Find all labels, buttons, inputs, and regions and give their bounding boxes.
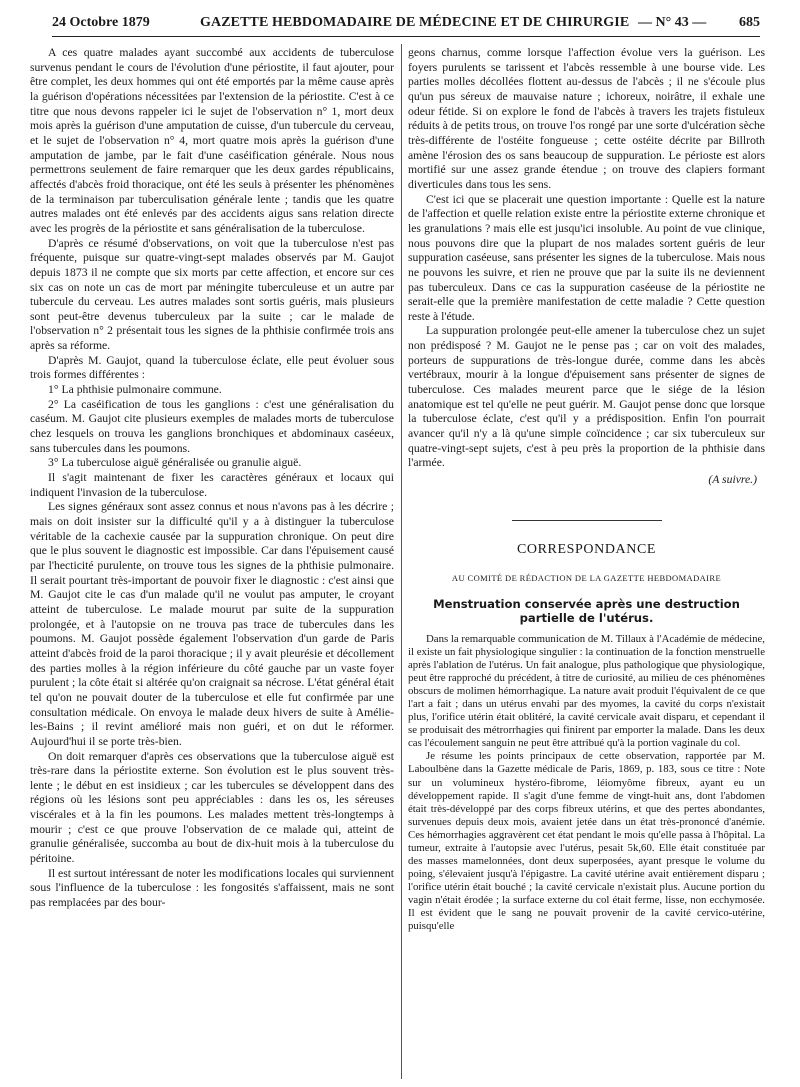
left-column — [30, 46, 394, 911]
journal-title: GAZETTE HEBDOMADAIRE DE MÉDECINE ET DE CHIRURGIE — [200, 15, 630, 30]
right-column — [408, 46, 765, 933]
paragraph: On doit remarquer d'après ces observations que la tuberculose aiguë est très-rare dans la périostite externe. Son évolution est le plus souvent très-lente ; le début en est insidieux ; car les tubercules se développent dans des régions où les lésions sont peu appréciables : dans les os, les séreuses viscérales et à la fin les poumons. Les malades mettent très-longtemps à mourir ; c'est ce que prouve l'observation de ce malade qui, atteint de granulie généralisée, succomba au bout de dix-huit mois à la tuberculose du péritoine. — [30, 749, 394, 866]
article-body — [408, 633, 765, 933]
paragraph: D'après ce résumé d'observations, on voit que la tuberculose n'est pas fréquente, puisque sur quatre-vingt-sept malades observés par M. Gaujot depuis 1873 il ne compte que six morts par cette affection, et encore sur ces six cas on note un cas de mort par méningite tuberculeuse et un autre par tubercule du cerveau. Les autres malades sont sortis guéris, mais plusieurs sont peut-être devenus tuberculeux par la suite ; car le malade de l'observation n° 2 présentait tous les signes de la phthisie confirmée trois ans après sa réforme. — [30, 236, 394, 353]
to-follow-note: (A suivre.) — [708, 473, 757, 487]
issue-date: 24 Octobre 1879 — [52, 15, 150, 30]
page-number: 685 — [739, 15, 760, 30]
paragraph: A ces quatre malades ayant succombé aux accidents de tuberculose survenus pendant le cours de l'évolution d'une périostite, il faut ajouter, pour être complet, les deux hommes qui ont été emportés par la même cause après la guérison d'opérations nécessitées par l'extension de la périostite. C'est à ce titre que nous devons rappeler ici le sujet de l'observation n° 1, mort deux mois après la guérison d'une amputation de cuisse, d'un tubercule du cerveau, et le sujet de l'observation n° 4, mort quatre mois après la guérison d'une amputation de jambe, par le fait d'une caséification générale. Nous nous permettrons seulement de faire remarquer que les deux gardes républicains, affectés d'abcès froid thoracique, ont été les seuls à présenter les phénomènes de la terminaison par tuberculisation générale lente ; tandis que les quatre autres malades ont été enlevés par des accidents aigus sans relation directe avec les progrès de la périostite et sans généralisation de la tuberculose. — [30, 46, 394, 235]
section-separator — [512, 520, 662, 521]
paragraph: geons charnus, comme lorsque l'affection évolue vers la guérison. Les foyers purulents se tarissent et l'abcès ressemble à une bourse vide. Les parties molles décollées flottent au-dessus de l'abcès ; il ne s'écoule plus qu'un pus séreux de mauvaise nature ; ichoreux, noirâtre, il exhale une odeur fétide. Si on explore le fond de l'abcès à travers les trajets fistuleux réduits à de petits trous, on trouve l'os rongé par une sorte d'ulcération sèche très-différente de l'ostéite fongueuse ; cette ostéite décrite par Billroth amène l'érosion des os sans beaucoup de suppuration. Le périoste est alors mortifié sur une assez grande étendue ; on trouve des clapiers formant diverticules dans tous les sens. — [408, 46, 765, 191]
list-item: 2° La caséification de tous les ganglions : c'est une généralisation du caséum. M. Gaujot cite plusieurs exemples de malades morts de tuberculose chez lesquels on trouva les ganglions bronchiques et abdominaux caséeux, sans tubercules dans les poumons. — [30, 397, 394, 455]
section-heading: CORRESPONDANCE — [516, 541, 657, 557]
paragraph: Les signes généraux sont assez connus et nous n'avons pas à les décrire ; mais on doit insister sur la difficulté qu'il y a à distinguer la tuberculose véritable de la cachexie causée par la suppuration chronique. On peut dire que le plus souvent le diagnostic est impossible. Car dans l'épuisement causé par l'hecticité purulente, on trouve tous les signes de la phthisie pulmonaire. Il serait pourtant très-important de pouvoir fixer le diagnostic : c'est ainsi que M. Gaujot cite le cas d'un malade qu'il ne voulut pas amputer, le croyant atteint de tuberculose. Le malade mourut par suite de la suppuration prolongée, et à l'autopsie on ne trouva pas trace de tubercules dans les poumons. M. Gaujot possède également l'observation d'un garde de Paris atteint d'abcès froid de la paroi thoracique ; il y avait pleurésie et décollement des parties molles à la région inférieure du côté gauche par un vaste foyer purulent ; la côte était si altérée qu'on craignait sa nécrose. L'état général était tel qu'on ne pouvait douter de la tuberculose et elle fut confirmée par une consultation médicale. On envoya le malade deux hivers de suite à Amélie-les-Bains ; il revint amélioré mais non guéri, et on dut le réformer. Aujourd'hui il se porte très-bien. — [30, 500, 394, 748]
section-subheading: AU COMITÉ DE RÉDACTION DE LA GAZETTE HEBDOMADAIRE — [451, 573, 722, 584]
issue-number: — N° 43 — — [638, 15, 707, 30]
paragraph: C'est ici que se placerait une question importante : Quelle est la nature de l'affection et quelle relation existe entre la périostite externe chronique et les granulations ? mais elle est jusqu'ici insoluble. Au point de vue clinique, nous pouvons dire que la plupart de nos malades sortent guéris de leur suppuration caséeuse, sans présenter les signes de la tuberculose. Mais nous ne pouvons les suivre, et rien ne prouve que par la suite ils ne deviennent pas tuberculeux. Dans ce cas la suppuration caséeuse de la périostite ne serait-elle que la première manifestation de cette maladie ? Cette question reste à l'étude. — [408, 192, 765, 323]
list-item: 1° La phthisie pulmonaire commune. — [48, 383, 222, 397]
column-divider — [401, 44, 402, 1079]
paragraph: Dans la remarquable communication de M. Tillaux à l'Académie de médecine, il existe un fait physiologique singulier : la continuation de la fonction menstruelle après l'ablation de l'utérus. Un fait analogue, plus pathologique que physiologique, peut être rapproché du précédent, à titre de curiosité, au milieu de ces phénomènes obscurs de molimen hémorrhagique. La nature avait produit l'équivalent de ce que l'art a fait ; dans un utérus envahi par des myomes, la cavité du corps n'existait plus, l'orifice utérin était oblitéré, la cavité cervicale avait disparu, et cependant il se produisait des métrorrhagies qui finirent par emporter la malade. Dans les deux cas l'écoulement sanguin ne peut être attribué qu'à la portion vaginale du col. — [408, 633, 765, 750]
article-title: Menstruation conservée après une destruction partielle de l'utérus. — [433, 597, 740, 625]
paragraph: Il s'agit maintenant de fixer les caractères généraux et locaux qui indiquent l'invasion de la tuberculose. — [30, 471, 394, 499]
page-header — [52, 12, 760, 37]
paragraph: La suppuration prolongée peut-elle amener la tuberculose chez un sujet non prédisposé ? M. Gaujot ne le pense pas ; car on voit des malades, porteurs de suppurations de très-longue durée, comme dans les abcès vertébraux, mourir à la longue d'épuisement sans présenter de signes de tuberculose. Ces malades meurent parce que le siége de la lésion anatomique est tel qu'elle ne peut guérir. M. Gaujot pense donc que lorsque la tuberculose éclate, c'est qu'il y a prédisposition. Enfin l'on pourrait avancer qu'il n'y a là qu'une simple coïncidence ; car six tuberculeux sur quatre-vingt-sept sujets, c'est à peu près la proportion de la phthisie dans l'armée. — [408, 324, 765, 470]
paragraph: Il est surtout intéressant de noter les modifications locales qui surviennent sous l'influence de la tuberculose : les fongosités s'affaissent, mais ne sont pas remplacées par des bour- — [30, 866, 394, 910]
paragraph: D'après M. Gaujot, quand la tuberculose éclate, elle peut évoluer sous trois formes différentes : — [30, 353, 394, 382]
list-item: 3° La tuberculose aiguë généralisée ou granulie aiguë. — [48, 456, 302, 470]
paragraph: Je résume les points principaux de cette observation, rapportée par M. Laboulbène dans la Gazette médicale de Paris, 1869, p. 183, sous ce titre : Note sur un volumineux hystéro-fibrome, léiomyôme fibreux, ayant eu un développement rapide. Il s'agit d'une femme de vingt-huit ans, dont l'abdomen était très-développé par des corps fibreux utérins, et que des pertes abondantes, survenues depuis deux mois, avaient jetée dans un état très-prononcé d'anémie. Ces hémorrhagies aggravèrent cet état pendant le mois qu'elle passa à l'hôpital. La tumeur, extraite à l'autopsie avec l'utérus, pesait 5k,60. Elle était constituée par des masses mamelonnées, dont deux superposées, ayant presque le volume du poing, s'élevaient jusqu'à l'épigastre. La cavité utérine avait entièrement disparu ; l'orifice utérin était bouché ; la cavité cervicale n'existait plus. Aucune portion du vagin n'était érodée ; la surface externe du col était ferme, lisse, non ecchymosée. Il est évident que le sang ne pouvait provenir de la cavité cervico-utérine, puisqu'elle — [408, 750, 765, 933]
